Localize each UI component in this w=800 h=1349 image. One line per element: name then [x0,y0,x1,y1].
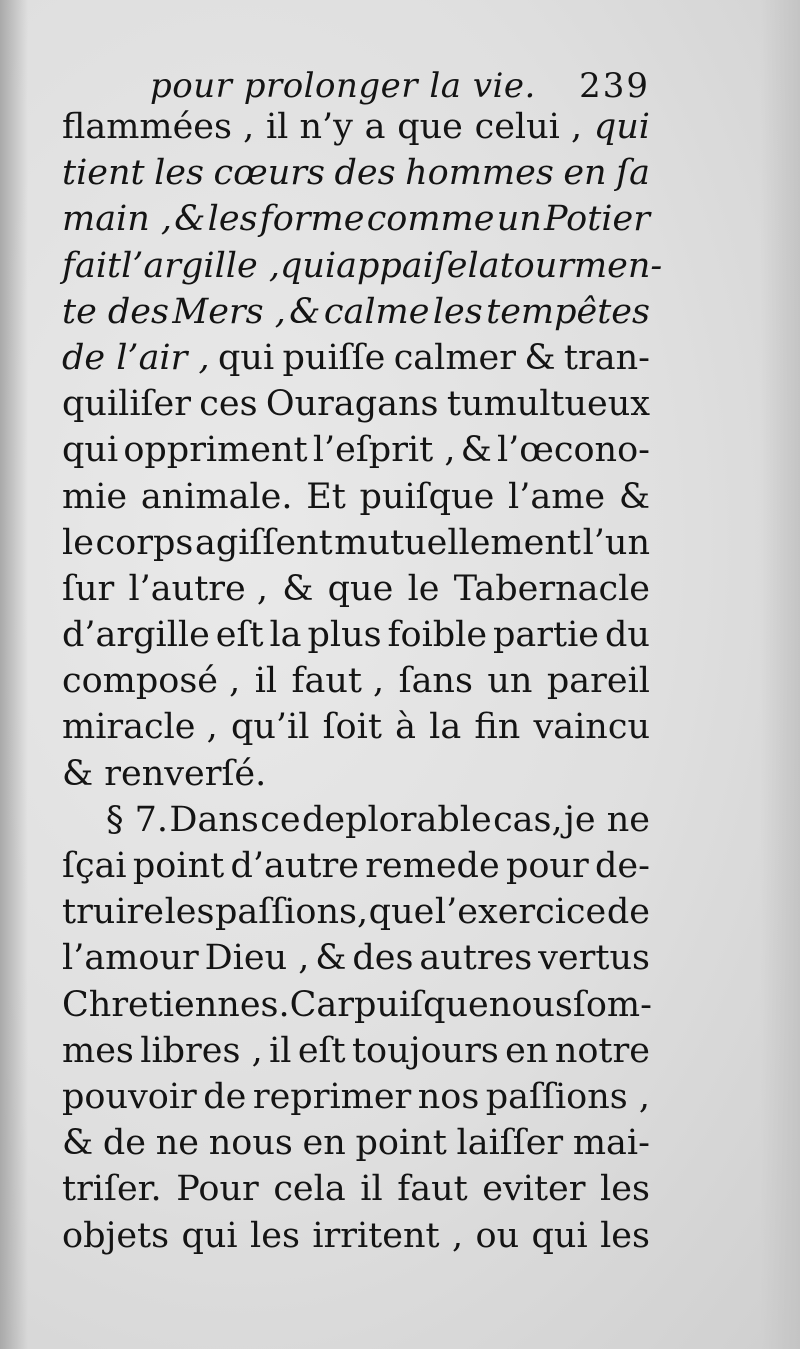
word: des [334,153,396,194]
word: & [460,430,492,471]
text-line [62,935,650,981]
word: ce [260,799,301,840]
word: du [604,615,650,656]
text-line [62,751,650,797]
word: tempêtes [486,291,650,332]
text-line [62,381,650,427]
word: je ne [564,799,650,840]
word: les [600,1215,650,1256]
word: qu’il [230,707,310,748]
word: que [327,568,394,609]
word: a [364,107,386,147]
word: les [164,892,215,933]
word: & [62,1123,94,1164]
word: & [174,199,206,240]
word: Tabernacle [453,568,650,609]
word: tourmen- [499,245,663,286]
word: de [102,1123,146,1164]
word: composé , [62,661,241,702]
text-line [62,1074,650,1120]
word: qui [181,1215,238,1256]
word: mes [62,1030,134,1071]
word: pouvoir [62,1076,197,1117]
word: mai- [572,1123,650,1164]
word: mutuellement [334,522,581,563]
word: des [352,938,414,979]
word: paſſions, [215,892,369,933]
word: faut , [291,661,385,702]
word: appaiſe [336,245,468,286]
word: qui [218,337,275,378]
word: nous [488,984,573,1025]
word: vaincu [533,707,650,748]
word: Pour [176,1169,259,1210]
text-line [62,243,663,289]
word: flammées , [62,107,255,147]
word: cela [273,1169,346,1210]
spine-shadow [0,0,28,1349]
word: ces [199,384,258,425]
word: ne [155,1123,199,1164]
word: l’ame [508,476,606,517]
text-line [62,150,650,196]
word: & renverſé. [62,753,267,794]
text-line [62,1028,650,1074]
word: le [62,522,94,563]
word: un [496,199,542,240]
text-line [62,982,650,1028]
word: Dans [169,799,259,840]
word: Ouragans [265,384,439,425]
word: ſçai [62,846,127,886]
word: , [451,1215,464,1256]
word: puiſque [359,476,495,517]
text-line [62,1213,650,1259]
word: comme [366,199,495,240]
word: de [606,892,650,933]
word: agiſſent [194,522,333,563]
word: le [407,568,440,609]
word: deplorable [301,799,492,840]
word: la [467,245,500,286]
word: ſoit [322,707,382,748]
word: les [600,1169,650,1210]
text-line [62,289,650,335]
word: & [282,568,314,609]
word: puiſque [354,984,489,1025]
text-line [62,889,650,935]
text-line [62,520,650,566]
word: un [487,661,533,702]
word: oppriment [123,430,308,471]
word: de- [594,846,650,886]
text-line [62,1166,650,1212]
word: d’argille [62,615,210,656]
word: les [432,291,483,332]
text-line [62,566,650,612]
word: nos [417,1076,480,1117]
word: les [207,199,258,240]
text-line [62,704,650,750]
word: il [254,661,278,702]
word: ſom- [572,984,652,1025]
word: & [289,291,321,332]
word: en [505,1030,549,1071]
word: d’autre [230,846,359,886]
word: que [368,892,435,933]
word: triſer. [62,1169,162,1210]
word: Chretiennes. [62,984,290,1025]
word: nous [208,1123,293,1164]
word: hommes [405,153,554,194]
word: que [397,107,463,147]
word: de l’air , [62,337,210,378]
word: calmer [393,337,516,378]
word: l’amour [62,938,199,979]
word: cœurs [213,153,325,194]
word: irritent [312,1215,440,1256]
word: mie [62,476,128,517]
text-line [62,427,650,473]
word: eſt [297,1030,346,1071]
running-title: pour prolonger la vie. [150,66,536,106]
word: pour [505,846,589,886]
word: paſſions , [485,1076,650,1117]
word: te des [62,291,169,332]
word: puiſſe [282,337,386,378]
word: quiliſer [62,384,191,425]
word: reprimer [252,1076,412,1117]
word: vertus [538,938,650,979]
word: corps [95,522,194,563]
word: il [360,1169,383,1210]
word: l’argille , [121,245,280,286]
text-line [62,612,650,658]
word: § 7. [106,799,169,840]
word: qui [593,107,650,147]
word: de [203,1076,247,1117]
page-edge [760,0,800,1349]
word: qui [531,1215,588,1256]
word: partie [493,615,600,656]
word: en [302,1123,346,1164]
word: plus [307,615,382,656]
word: qui [279,245,337,286]
word: la [429,707,462,748]
word: toujours [351,1030,499,1071]
word: miracle , [62,707,218,748]
word: fait [62,245,122,286]
word: main , [62,199,173,240]
word: Mers , [172,291,286,332]
word: l’autre , [128,568,268,609]
text-line [62,1120,650,1166]
word: autres [419,938,533,979]
word: Potier [544,199,650,240]
word: animale. [140,476,293,517]
word: tumultueux [446,384,650,425]
word: tran- [563,337,650,378]
word: eſt [215,615,264,656]
word: en [563,153,607,194]
word: notre [554,1030,650,1071]
word: calme [323,291,430,332]
word: l’eſprit , [312,430,456,471]
word: Dieu , [204,938,310,979]
word: & [315,938,347,979]
word: point [355,1123,447,1164]
text-line [62,843,650,889]
word: forme [259,199,365,240]
word: les [154,153,204,194]
body-text [62,104,663,1259]
word: qui [62,430,119,471]
word: point [132,846,225,886]
word: foible [387,615,488,656]
word: ſa [616,153,650,194]
word: l’un [582,522,650,563]
word: libres , [140,1030,263,1071]
text-line [62,797,650,843]
word: l’œcono- [496,430,650,471]
page-number: 239 [579,66,650,106]
word: il n’y [265,107,353,147]
word: Et [306,476,346,517]
word: fin [474,707,521,748]
word: ou [475,1215,520,1256]
word: eviter [482,1169,586,1210]
word: ſans [398,661,473,702]
word: il [269,1030,292,1071]
word: laiſſer [456,1123,564,1164]
text-line [62,474,650,520]
text-line [62,335,650,381]
word: remede [365,846,500,886]
word: truire [62,892,164,933]
word: les [250,1215,300,1256]
word: & [524,337,556,378]
word: celui , [474,107,583,147]
word: & [618,476,650,517]
word: ſur [62,568,115,609]
word: faut [397,1169,468,1210]
word: cas, [493,799,563,840]
text-line [62,104,650,150]
text-line [62,196,650,242]
word: pareil [546,661,650,702]
text-line [62,658,650,704]
word: tient [62,153,145,194]
word: l’exercice [434,892,607,933]
word: à [395,707,416,748]
word: objets [62,1215,170,1256]
word: la [269,615,302,656]
word: Car [289,984,355,1025]
